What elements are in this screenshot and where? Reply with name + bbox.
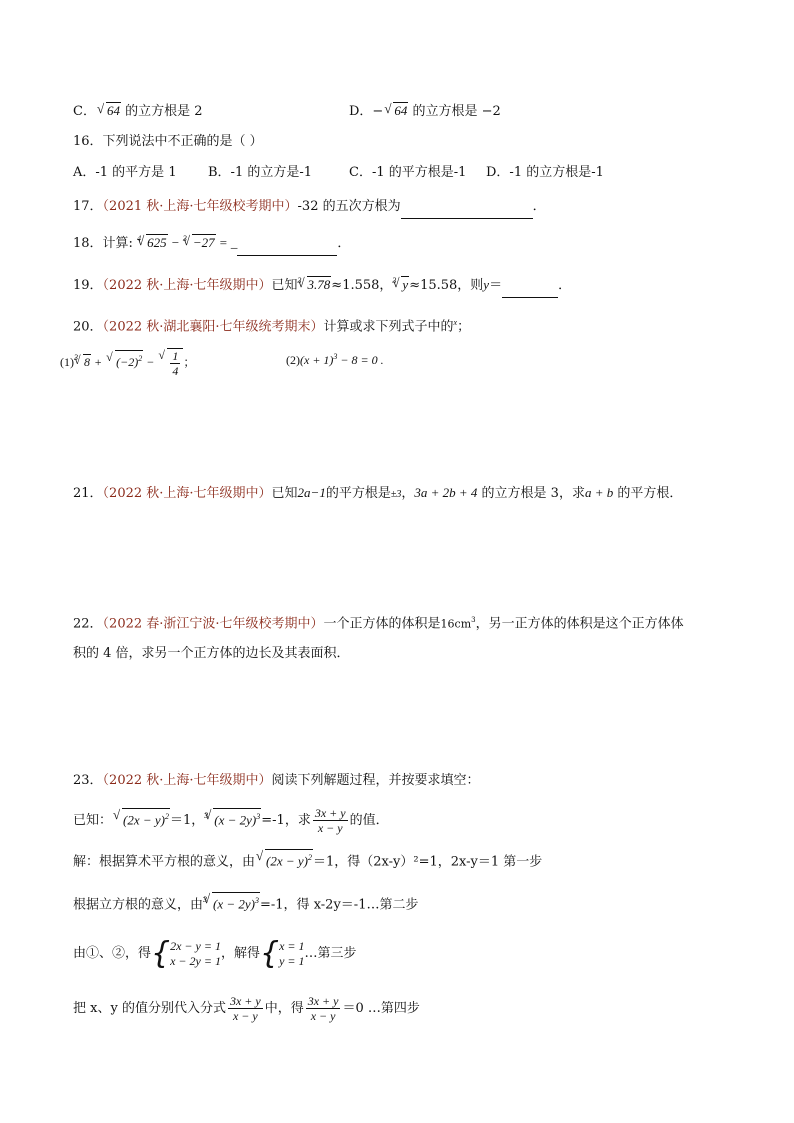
q19-root2: $^3$√ y	[392, 277, 409, 292]
q23-sys-mid: ，解得	[220, 946, 260, 962]
q17-text: -32 的五次方根为	[297, 199, 401, 214]
q23-cube-prefix: 根据立方根的意义，由	[73, 897, 204, 913]
q19-answer-blank[interactable]	[502, 279, 558, 298]
q20-part1: $(1)^3√$ 8 + √ $(-2)^2$ − √ $\frac{1}{4}$ ；	[60, 355, 195, 369]
q19-source: （2022 秋·上海·七年级期中）	[102, 278, 272, 293]
q17-number: 17．	[73, 199, 103, 214]
q22-text2: ，另一正方体的体积是这个正方体体	[475, 616, 684, 632]
q21-known: 已知	[271, 486, 298, 501]
q23-cube-root-2: $^3$√ $(x - 2y)^3$	[203, 896, 260, 911]
q20-end: ；	[457, 319, 471, 335]
q23-val-text: 的值．	[349, 813, 389, 828]
q23-text: 阅读下列解题过程，并按要求填空：	[271, 773, 480, 788]
q19-var: y	[483, 277, 490, 292]
q18	[73, 234, 350, 256]
q18-answer-blank[interactable]	[237, 237, 337, 256]
q17-source: （2021 秋·上海·七年级校考期中）	[102, 199, 298, 214]
q23-system2: {x = 1 y = 1	[259, 936, 305, 972]
q23-step1	[73, 849, 542, 871]
q21-expr2: 3a + 2b + 4	[414, 485, 478, 500]
q18-label: 18．计算:	[73, 236, 133, 251]
q19-eq: ＝	[489, 278, 503, 293]
q22-text1: 一个正方体的体积是	[323, 616, 441, 632]
q16-option-d: D．-1 的立方根是-1	[486, 165, 604, 180]
q21	[73, 484, 682, 504]
q22: 22．（2022 春·浙江宁波·七年级校考期中）一个正方体的体积是$16cm^3$，另一正方体的体积是这个正方体体	[73, 616, 684, 632]
q19-end: ．	[558, 278, 572, 293]
q21-t1: 的平方根是	[325, 486, 391, 501]
q16-option-a: A．-1 的平方是 1	[73, 165, 177, 180]
sqrt-symbol: √ 64	[97, 102, 121, 120]
q22-number: 22．	[73, 616, 103, 632]
q23-sol-eq: ＝1，得（2x-y）	[313, 854, 414, 870]
q15-option-d: D．−√ 64 的立方根是 −2	[349, 102, 501, 121]
q20-source: （2022 秋·湖北襄阳·七年级统考期末）	[102, 319, 324, 335]
sqrt-symbol: √ $(2x - y)^2$	[113, 808, 170, 829]
q23-known: 已知：	[73, 813, 113, 828]
q23-eq2: =-1，求	[261, 813, 311, 828]
q23-sub-end: ＝0 …第四步	[342, 1001, 420, 1016]
q21-val1: ±3	[390, 489, 402, 500]
q20-part2: $(2)(x + 1)^3 - 8 = 0$ .	[286, 352, 384, 367]
q23-number: 23．	[73, 773, 103, 788]
q23-sol-rest: ²=1，2x-y＝1 第一步	[413, 854, 543, 870]
q19	[73, 276, 571, 298]
q20-text: 计算或求下列式子中的	[323, 319, 454, 335]
q21-expr1: 2a−1	[297, 485, 326, 500]
q23-step3	[73, 936, 357, 972]
q23-step4	[73, 994, 420, 1024]
q19-known: 已知	[271, 278, 298, 293]
q22-volume: 16cm	[440, 617, 472, 631]
q23-source: （2022 秋·上海·七年级期中）	[102, 773, 272, 788]
q23-cube-root: $^3$√ $(x - 2y)^3$	[204, 812, 261, 827]
q19-approx2: ≈15.58，则	[409, 278, 484, 293]
q21-source: （2022 秋·上海·七年级期中）	[102, 486, 272, 501]
q19-root1: $^3$√ 3.78	[298, 277, 332, 292]
q20-number: 20．	[73, 319, 103, 335]
q21-expr3: a + b	[584, 485, 614, 500]
q23-fraction-2: $\frac{3x + y}{x - y}$	[229, 994, 261, 1023]
q16-option-c: C．-1 的平方根是-1	[349, 165, 467, 180]
q21-number: 21．	[73, 486, 103, 501]
q23-sub-mid: 中，得	[264, 1001, 304, 1016]
q18-end: ．	[337, 236, 351, 251]
q23-given	[73, 806, 389, 835]
sqrt-symbol: √ $(2x - y)^2$	[256, 849, 313, 870]
q16-options	[73, 164, 604, 182]
q22-line2: 积的 4 倍，求另一个正方体的边长及其表面积．	[73, 646, 350, 661]
q23	[73, 772, 480, 790]
sqrt-symbol: √ 64	[384, 102, 408, 120]
q23-fraction-3: $\frac{3x + y}{x - y}$	[307, 994, 339, 1023]
q16-stem: 16．下列说法中不正确的是（ ）	[73, 134, 263, 149]
q23-sys-end: …第三步	[304, 946, 357, 962]
q23-sub-prefix: 把 x、y 的值分别代入分式	[73, 1001, 226, 1016]
q20-var: x	[453, 318, 458, 327]
q15-options	[73, 102, 501, 121]
q20	[73, 314, 470, 336]
q17-answer-blank[interactable]	[401, 200, 533, 219]
q19-number: 19．	[73, 278, 103, 293]
q21-t3: 的立方根是 3，求	[477, 486, 585, 501]
q23-sys-prefix: 由①、②，得	[73, 946, 152, 962]
q17	[73, 198, 546, 219]
q23-fraction: $\frac{3x + y}{x - y}$	[314, 806, 346, 835]
q20-parts	[60, 348, 384, 378]
q21-t2: ，	[401, 486, 415, 501]
q17-end: ．	[532, 199, 546, 214]
q15-option-c-text: 的立方根是 2	[120, 104, 203, 119]
q23-cube-rest: =-1，得 x-2y＝-1…第二步	[260, 897, 419, 913]
q22-source: （2022 春·浙江宁波·七年级校考期中）	[102, 616, 324, 632]
q15-option-c-prefix: C．	[73, 104, 96, 119]
q16-option-b: B．-1 的立方是-1	[208, 165, 313, 180]
q23-eq1: ＝1，	[170, 813, 205, 828]
q23-system1: {2x − y = 1 x − 2y = 1	[151, 936, 221, 972]
q23-sol-prefix: 解：根据算术平方根的意义，由	[73, 854, 256, 870]
q21-t4: 的平方根．	[613, 486, 683, 501]
q18-expression: $^4$√ 625 − $^3$√ −27 = _	[137, 235, 237, 250]
q23-step2	[73, 892, 418, 915]
q19-approx1: ≈1.558，	[331, 278, 393, 293]
